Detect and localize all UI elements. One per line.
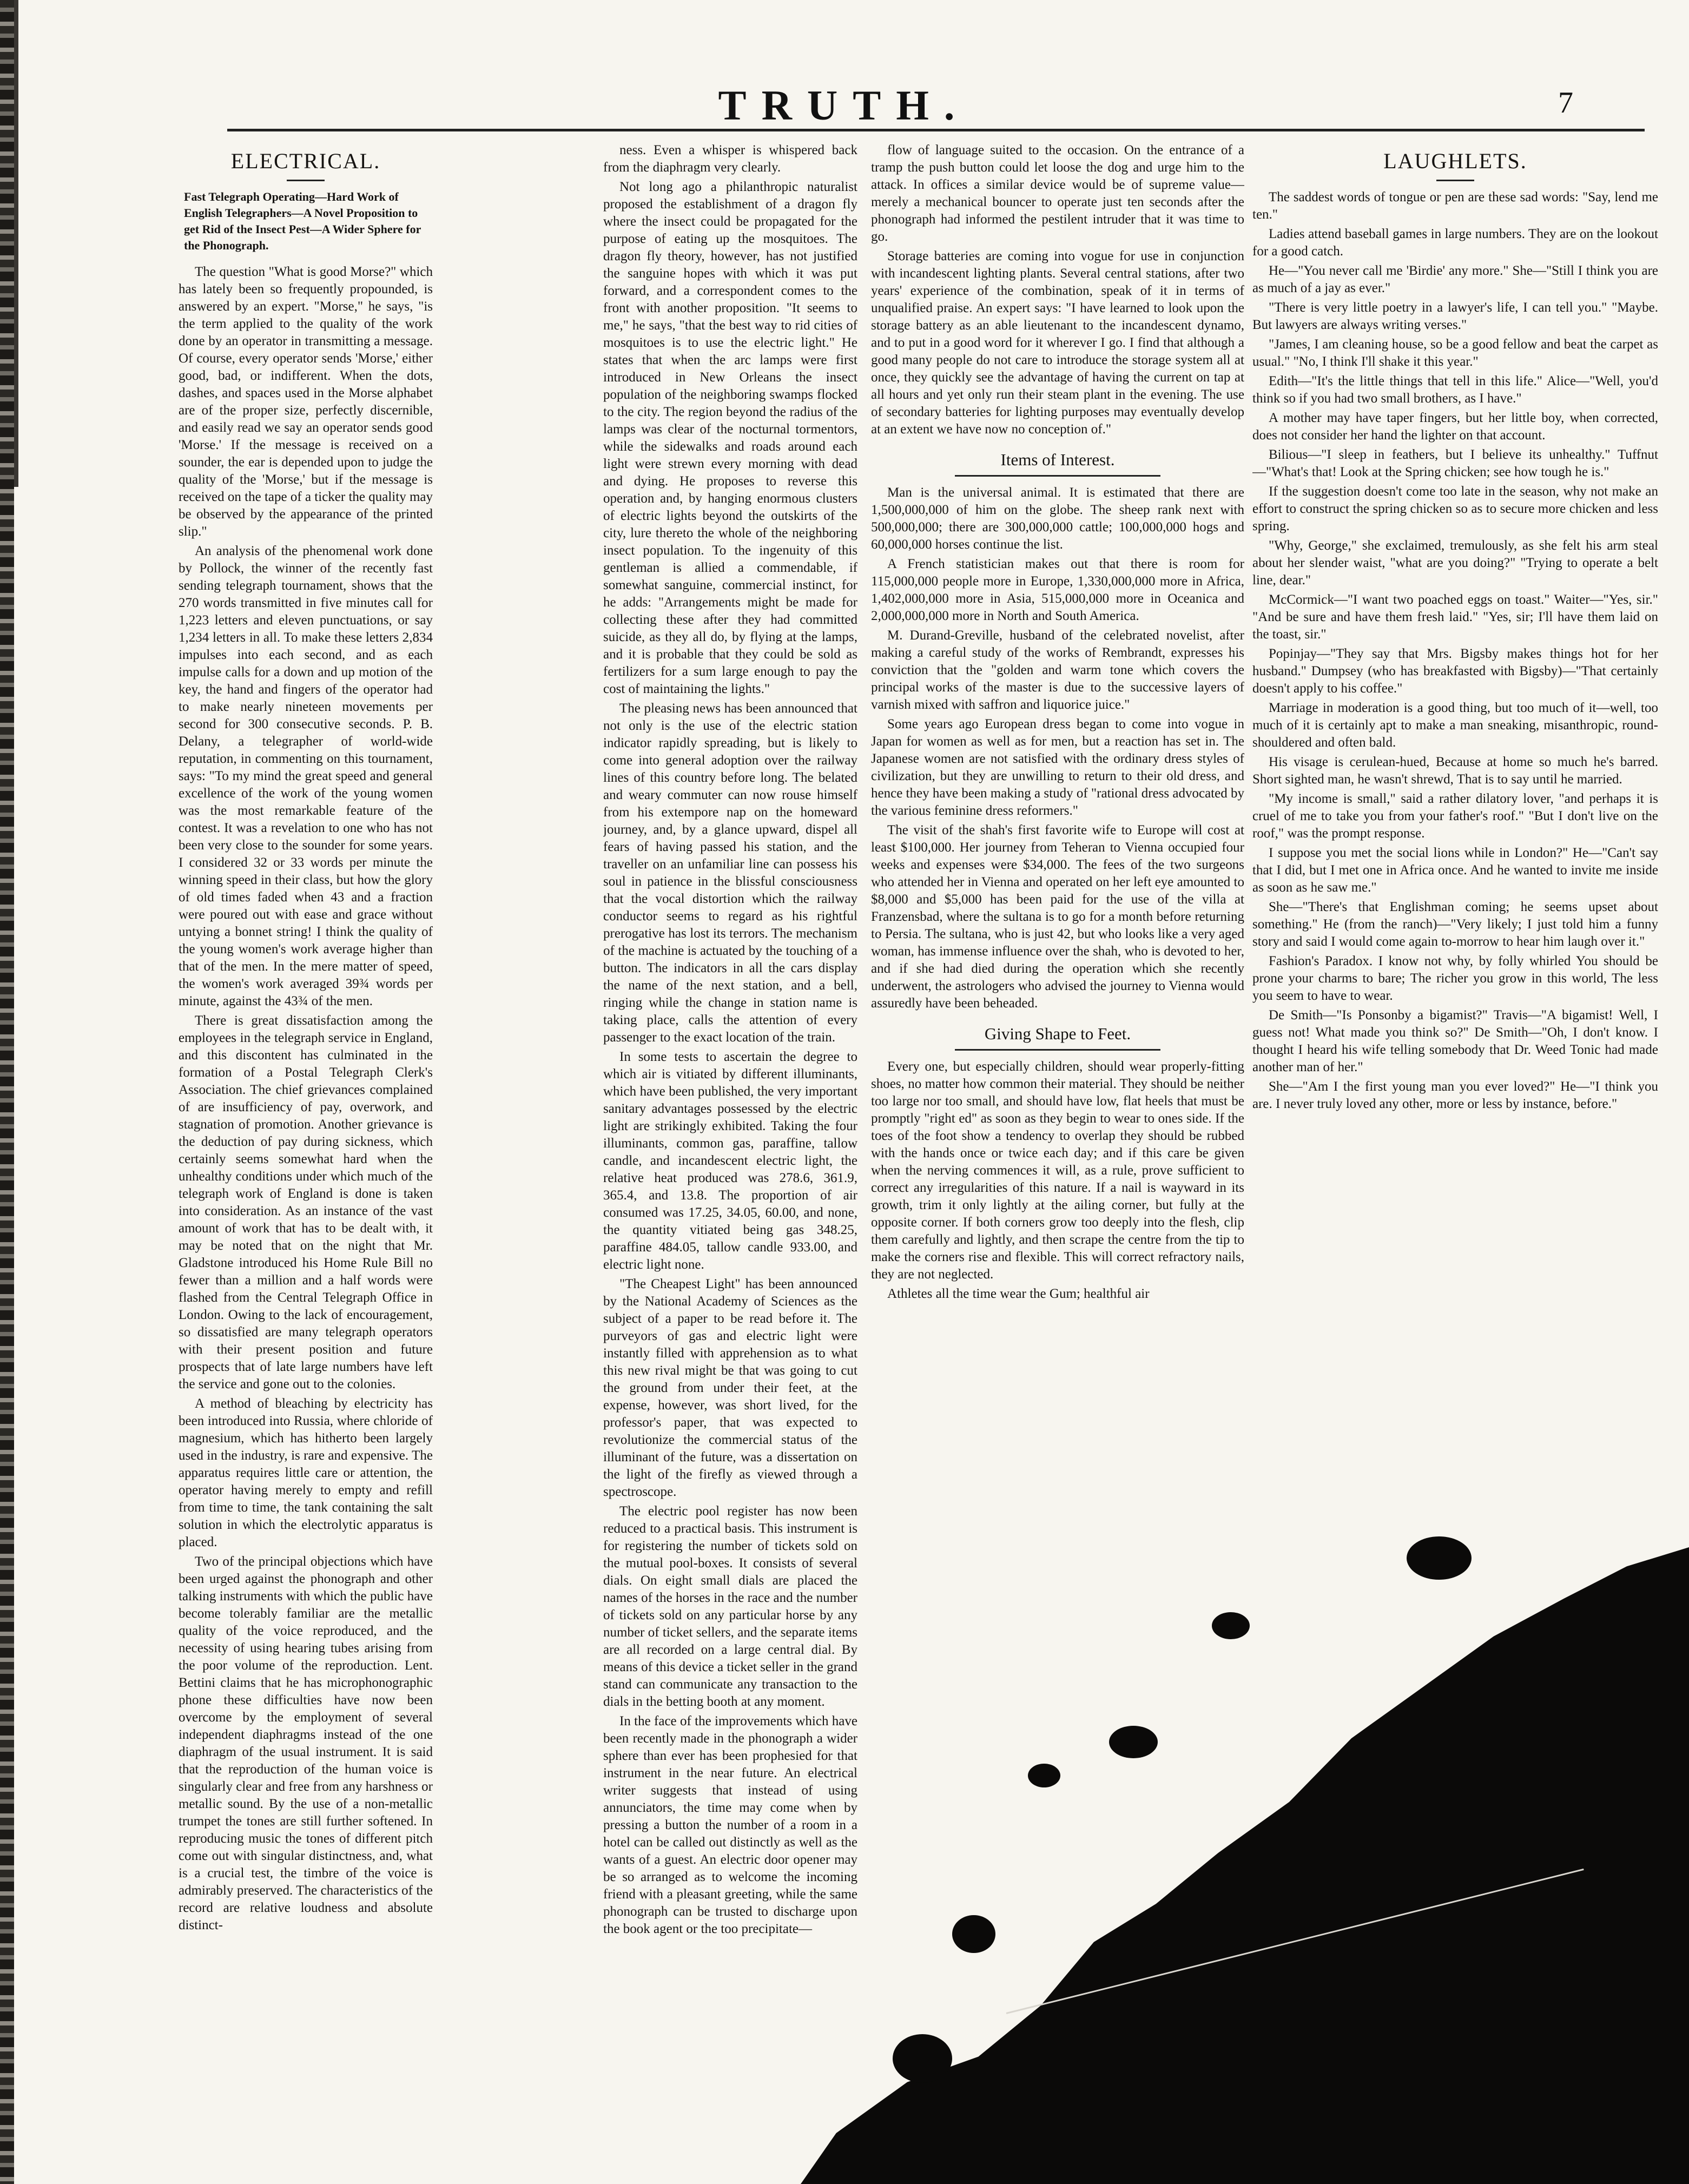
paragraph: A French statistician makes out that there is room for 115,000,000 people more in Europe, 1,330,000,000 more in Africa, 1,402,000,000 more in Asia, 515,000,000 more in Oceanica and 2,000,000,000 more in North and South America. [871, 557, 1244, 623]
paragraph: A method of bleaching by electricity has been introduced into Russia, where chloride of magnesium, which has hitherto been largely used in the industry, is rare and expensive. The apparatus requires little care or attention, the operator having merely to empty and refill from time to time, the tank containing the salt solution in which the electrolytic apparatus is placed. [179, 1396, 433, 1549]
paragraph: Popinjay—"They say that Mrs. Bigsby makes things hot for her husband." Dumpsey (who has breakfasted with Bigsby)—"That certainly doesn't apply to his coffee." [1252, 646, 1658, 696]
section-heading-laughlets: LAUGHLETS. [1383, 149, 1527, 173]
paragraph: Ladies attend baseball games in large numbers. They are on the lookout for a good catch. [1252, 227, 1658, 259]
paragraph: "My income is small," said a rather dilatory lover, "and perhaps it is cruel of me to take you from your father's roof." "But I don't live on the roof," was the prompt response. [1252, 791, 1658, 841]
ink-speckle [1407, 1536, 1472, 1580]
paragraph: A mother may have taper fingers, but her little boy, when corrected, does not consider her hand the lighter on that account. [1252, 411, 1658, 443]
paragraph: An analysis of the phenomenal work done by Pollock, the winner of the recently fast sending telegraph tournament, shows that the 270 words transmitted in five minutes call for 1,223 letters and eleven punctuations, or say 1,234 letters in all. To make these letters 2,834 impulses into each second, and as each impulse calls for a down and up motion of the key, the hand and fingers of the operator had to make nearly nineteen movements per second for 300 consecutive seconds. P. B. Delany, a telegrapher of world-wide reputation, in commenting on this tournament, says: "To my mind the great speed and general excellence of the work of the young women was the most remarkable feature of the contest. It was a revelation to one who has not been very close to the sounder for some years. I considered 32 or 33 words per minute the winning speed in their class, but how the glory of old times faded when 43 and a fraction were poured out with ease and grace without untying a bonnet string! I think the quality of the young women's work average higher than that of the men. In the mere matter of speed, the women's work averaged 39¾ words per minute, against the 43¾ of the men. [179, 544, 433, 1008]
paragraph: The electric pool register has now been reduced to a practical basis. This instrument is for registering the number of tickets sold on the mutual pool-boxes. It consists of several dials. On eight small dials are placed the names of the horses in the race and the number of tickets sold on any particular horse by any number of ticket sellers, and the separate items are all recorded on a large central dial. By means of this device a ticket seller in the grand stand can communicate any transaction to the dials in the betting booth at any moment. [603, 1504, 857, 1709]
paragraph: The visit of the shah's first favorite wife to Europe will cost at least $100,000. Her journey from Teheran to Vienna occupied four weeks and expenses were $34,000. The fees of the two surgeons who attended her in Vienna and operated on her left eye amounted to $8,000 and $5,000 has been paid for the use of the villa at Franzensbad, where the sultana is to go for a month before returning to Persia. The sultana, who is just 42, but who looks like a very aged woman, has immense influence over the shah, who is devoted to her, and if she had died during the operation which she recently underwent, the astrologers who advised the journey to Vienna would assuredly have been beheaded. [871, 823, 1244, 1011]
paragraph: The saddest words of tongue or pen are these sad words: "Say, lend me ten." [1252, 190, 1658, 222]
paragraph: If the suggestion doesn't come too late in the season, why not make an effort to construct the spring chicken so as to secure more chicken and less spring. [1252, 484, 1658, 533]
ink-speckle [1212, 1612, 1250, 1639]
paragraph: Marriage in moderation is a good thing, but too much of it—well, too much of it is certainly apt to make a man sneaking, misanthropic, round-shouldered and often bald. [1252, 701, 1658, 750]
heading-rule [1436, 180, 1474, 181]
paragraph: "James, I am cleaning house, so be a good fellow and beat the carpet as usual." "No, I think I'll shake it this year." [1252, 337, 1658, 369]
paragraph: ness. Even a whisper is whispered back from the diaphragm very clearly. [603, 143, 857, 175]
paragraph: I suppose you met the social lions while in London?" He—"Can't say that I did, but I met one in Africa once. And he wanted to invite me inside as soon as he saw me." [1252, 846, 1658, 895]
paragraph: Athletes all the time wear the Gum; healthful air [887, 1286, 1150, 1301]
paragraph: Bilious—"I sleep in feathers, but I believe its unhealthy." Tuffnut—"What's that! Look at the Spring chicken; see how tough he is." [1252, 447, 1658, 479]
paragraph: Fashion's Paradox. I know not why, by folly whirled You should be prone your charms to bare; The richer you grow in this world, The less you seem to have to wear. [1252, 954, 1658, 1003]
paragraph: There is great dissatisfaction among the employees in the telegraph service in England, and this discontent has culminated in the formation of a Postal Telegraph Clerk's Association. The chief grievances complained of are insufficiency of pay, overwork, and stagnation of promotion. Another grievance is the deduction of pay during sickness, which certainly seems somewhat hard when the unhealthy conditions under which much of the telegraph work of England is done is taken into consideration. As an instance of the vast amount of work that has to be dealt with, it may be noted that on the night that Mr. Gladstone introduced his Home Rule Bill no fewer than a million and a half words were flashed from the Central Telegraph Office in London. Owing to the lack of encouragement, so dissatisfied are many telegraph operators with their present position and future prospects that of late large numbers have left the service and gone out to the colonies. [179, 1013, 433, 1391]
paragraph: De Smith—"Is Ponsonby a bigamist?" Travis—"A bigamist! Well, I guess not! What made you think so?" De Smith—"Oh, I don't know. I thought I heard his wife telling somebody that Dr. Weed Tonic had made another man of her." [1252, 1008, 1658, 1074]
section-title-giving-shape-to-feet: Giving Shape to Feet. [984, 1024, 1131, 1043]
paragraph: "There is very little poetry in a lawyer's life, I can tell you." "Maybe. But lawyers are always writing verses." [1252, 300, 1658, 332]
paragraph: "Why, George," she exclaimed, tremulously, as she felt his arm steal about her slender waist, "what are you doing?" "Trying to operate a belt line, dear." [1252, 538, 1658, 588]
paragraph: In some tests to ascertain the degree to which air is vitiated by different illuminants, which have been published, the very important sanitary advantages possessed by the electric light are strikingly exhibited. Taking the four illuminants, common gas, paraffine, tallow candle, and incandescent electric light, the relative heat produced was 278.6, 361.9, 365.4, and 13.8. The proportion of air consumed was 17.25, 34.05, 60.00, and none, the quantity vitiated being gas 348.25, paraffine 484.05, tallow candle 933.00, and electric light none. [603, 1050, 857, 1272]
heading-rule [287, 180, 325, 181]
paragraph: The question "What is good Morse?" which has lately been so frequently propounded, is answered by an expert. "Morse," he says, "is the term applied to the quality of the work done by an operator in transmitting a message. Of course, every operator sends 'Morse,' either good, bad, or indifferent. When the dots, dashes, and spaces used in the Morse alphabet are of the proper size, perfectly discernible, and easily read we say an operator sends good 'Morse.' If the message is received on a sounder, the ear is depended upon to judge the quality of the 'Morse,' but if the message is received on the tape of a ticker the quality may be observed by the appearance of the printed slip." [179, 265, 433, 539]
section-title-items-of-interest: Items of Interest. [1000, 450, 1115, 469]
ink-speckle [1028, 1764, 1060, 1787]
paragraph: Not long ago a philanthropic naturalist proposed the establishment of a dragon fly where the insect could be propagated for the purpose of eating up the mosquitoes. The dragon fly theory, however, has not justified the sanguine hopes with which it was put forward, and a correspondent comes to the front with another proposition. "It seems to me," he says, "that the best way to rid cities of mosquitoes is to use the electric light." He states that when the arc lamps were first introduced in New Orleans the insect population of the neighboring swamps flocked to the city. The region beyond the radius of the lamps was clear of the nocturnal tormentors, while the sidewalks and roads around each light were strewn every morning with dead and dying. He proposes to reverse this operation and, by hanging enormous clusters of electric lights beyond the outskirts of the city, lure thereto the whole of the neighboring insect population. To the ingenuity of this gentleman is allied a commendable, if somewhat sanguine, commercial instinct, for he adds: "Arrangements might be made for collecting these after they had committed suicide, as they all do, by flying at the lamps, and it is probable that they could be sold as fertilizers for a sum large enough to pay the cost of maintaining the lights." [603, 180, 857, 696]
ink-speckle [893, 2034, 952, 2083]
paragraph: Man is the universal animal. It is estimated that there are 1,500,000,000 of him on the globe. The sheep rank next with 500,000,000; there are 300,000,000 cattle; 100,000,000 hogs and 60,000,000 horses continue the list. [871, 485, 1244, 552]
column-items [871, 142, 1244, 2165]
page-number: 7 [1558, 86, 1573, 120]
scan-edge-strip [0, 0, 14, 2184]
paragraph: Storage batteries are coming into vogue for use in conjunction with incandescent lighting plants. Several central stations, after two years' experience of the combination, speak of it in terms of unqualified praise. An expert says: "I have learned to look upon the storage battery as an able lieutenant to the incandescent dynamo, and to put in a good word for it wherever I go. I find that although a good many people do not care to introduce the storage system all at once, they quickly see the advantage of having the current on tap at all hours and yet only run their steam plant in the evening. The use of secondary batteries for lighting purposes may eventually develop at an extent we have now no conception of." [871, 249, 1244, 437]
ink-speckle [952, 1915, 995, 1953]
heading-rule [955, 475, 1160, 477]
masthead-title: TRUTH. [718, 82, 970, 129]
paragraph: Edith—"It's the little things that tell in this life." Alice—"Well, you'd think so if you had two small brothers, as I have." [1252, 374, 1658, 406]
paragraph: Two of the principal objections which have been urged against the phonograph and other talking instruments with which the public have become tolerably familiar are the metallic quality of the voice reproduced, and the necessity of using hearing tubes arising from the poor volume of the reproduction. Lent. Bettini claims that he has microphonographic phone these difficulties have now been overcome by the employment of several independent diaphragms instead of the one diaphragm of the usual instrument. It is said that the reproduction of the human voice is singularly clear and free from any harshness or metallic sound. By the use of a non-metallic trumpet the tones are still further softened. In reproducing music the tones of different pitch come out with singular distinctness, and, what is a crucial test, the timbre of the voice is admirably preserved. The characteristics of the record are relative loudness and absolute distinct- [179, 1554, 433, 1932]
masthead-rule [227, 129, 1645, 131]
masthead [0, 0, 1689, 135]
paragraph: Some years ago European dress began to come into vogue in Japan for women as well as for men, but a reaction has set in. The Japanese women are not satisfied with the ordinary dress styles of civilization, but they are unwilling to return to their old dress, and hence they have been making a study of "rational dress advocated by the various feminine dress reformers." [871, 717, 1244, 818]
column-electrical [179, 142, 433, 2165]
paragraph: flow of language suited to the occasion. On the entrance of a tramp the push button could let loose the dog and urge him to the attack. In offices a similar device would be of supreme value—merely a mechanical bouncer to operate just ten seconds after the phonograph had informed the pestilent intruder that it was time to go. [871, 143, 1244, 244]
paragraph: Every one, but especially children, should wear properly-fitting shoes, no matter how common their material. They should be neither too large nor too small, and should have low, flat heels that must be promptly "right ed" as soon as they begin to wear to ones side. If the toes of the foot show a tendency to overlap they should be rubbed with the hands once or twice each day; and if this care be given when the nerving commences it will, as a rule, prove sufficient to correct any irregularities of this nature. If a nail is wayward in its growth, trim it only lightly at the ailing corner, but fully at the opposite corner. If both corners grow too deeply into the flesh, clip them carefully and lightly, and then scrape the centre from the tip to make the corners rise and flexible. This will correct refractory nails, they are not neglected. [871, 1059, 1244, 1282]
paragraph: In the face of the improvements which have been recently made in the phonograph a wider sphere than ever has been prophesied for that instrument in the near future. An electrical writer suggests that instead of using annunciators, the time may come when by pressing a button the number of a room in a hotel can be called out distinctly as well as the wants of a guest. An electric door opener may be so arranged as to welcome the incoming friend with a pleasant greeting, while the same phonograph can be trusted to discharge upon the book agent or the too precipitate— [603, 1714, 857, 1936]
paragraph: The pleasing news has been announced that not only is the use of the electric station indicator rapidly spreading, but is likely to come into general adoption over the railway lines of this country before long. The belated and weary commuter can now rouse himself from his extempore nap on the homeward journey, and, by a glance upward, dispel all fears of having passed his station, and the traveller on an unfamiliar line can possess his soul in patience in the blissful consciousness that the vocal distortion which the railway conductor seems to regard as his rightful prerogative has lost its terrors. The mechanism of the machine is actuated by the touching of a button. The indicators in all the cars display the name of the next station, and a bell, ringing while the change in station name is taking place, calls the attention of every passenger to the exact location of the train. [603, 701, 857, 1045]
paragraph: She—"There's that Englishman coming; he seems upset about something." He (from the ranch)—"Very likely; I just told him a funny story and said I would come again to-morrow to hear him laugh over it." [1252, 900, 1658, 949]
article-subhead: Fast Telegraph Operating—Hard Work of English Telegraphers—A Novel Proposition to get Rid of the Insect Pest—A Wider Sphere for the Phonograph. [184, 190, 421, 252]
ink-speckle [1109, 1726, 1158, 1758]
paragraph: "The Cheapest Light" has been announced by the National Academy of Sciences as the subject of a paper to be read before it. The purveyors of gas and electric light were instantly filled with apprehension as to what this new rival might be that was going to cut the ground from under their feet, at the expense, however, was short lived, for the professor's paper, that was expected to revolutionize the commercial status of the illuminant of the future, was a dissertation on the light of the firefly as viewed through a spectroscope. [603, 1277, 857, 1499]
heading-rule [955, 1049, 1160, 1051]
paragraph: His visage is cerulean-hued, Because at home so much he's barred. Short sighted man, he wasn't shrewd, That is to say until he married. [1252, 755, 1658, 787]
paragraph: M. Durand-Greville, husband of the celebrated novelist, after making a careful study of the works of Rembrandt, expresses his conviction that the "golden and warm tone which covers the principal works of the master is due to the successive layers of varnish mixed with saffron and liquorice juice." [871, 628, 1244, 712]
paragraph: He—"You never call me 'Birdie' any more." She—"Still I think you are as much of a jay as ever." [1252, 263, 1658, 295]
column-electrical-continued [603, 142, 857, 2165]
paragraph: She—"Am I the first young man you ever loved?" He—"I think you are. I never truly loved any other, more or less by instance, before." [1252, 1079, 1658, 1111]
section-heading-electrical: ELECTRICAL. [230, 149, 381, 173]
paragraph: McCormick—"I want two poached eggs on toast." Waiter—"Yes, sir." "And be sure and have them fresh laid." "Yes, sir; I'll have them laid on the toast, sir." [1252, 592, 1658, 642]
